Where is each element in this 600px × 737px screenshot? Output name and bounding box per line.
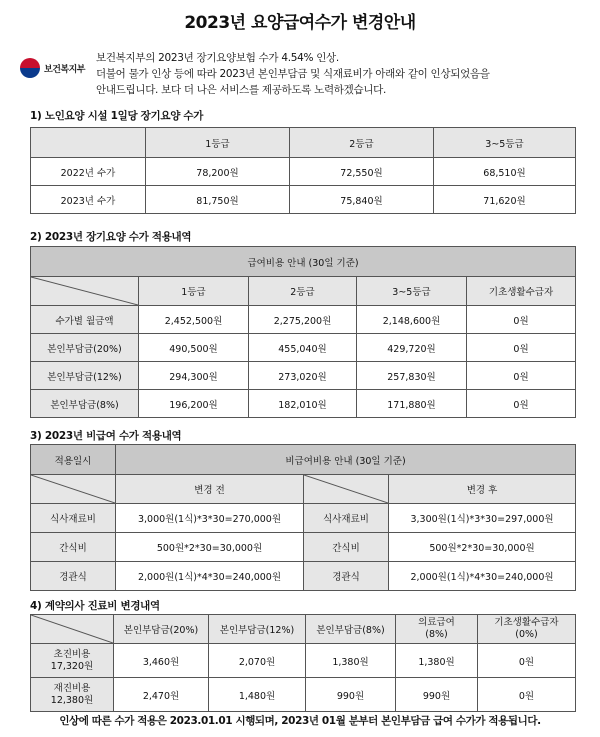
column-header: 본인부담금(12%): [209, 615, 306, 644]
table-cell: 990원: [306, 678, 396, 712]
column-header: 1등급: [139, 277, 249, 306]
row-label: 식사재료비: [31, 504, 116, 533]
section3-table: [30, 444, 576, 591]
table-cell: 0원: [467, 390, 576, 418]
row-label: 경관식: [304, 562, 389, 591]
table-row: [31, 158, 576, 186]
table-cell: 0원: [467, 362, 576, 390]
row-label: 2023년 수가: [31, 186, 146, 214]
table-cell: 990원: [396, 678, 478, 712]
intro-line: 보건복지부의 2023년 장기요양보험 수가 4.54% 인상.: [96, 52, 339, 64]
table-cell: 2,070원: [209, 644, 306, 678]
table-row: [31, 533, 576, 562]
table-cell: 2,000원(1식)*4*30=240,000원: [116, 562, 304, 591]
table-cell: 1,480원: [209, 678, 306, 712]
table-cell: 3,000원(1식)*3*30=270,000원: [116, 504, 304, 533]
intro-line: 더불어 물가 인상 등에 따라 2023년 본인부담금 및 식재료비가 아래와 같이 인상되었음을: [96, 68, 490, 80]
table-cell: 0원: [467, 306, 576, 334]
footer-notice: 인상에 따른 수가 적용은 2023.01.01 시행되며, 2023년 01월 분부터 본인부담금 급여 수가가 적용됩니다.: [59, 715, 541, 727]
table-cell: 257,830원: [357, 362, 467, 390]
table-row: [31, 562, 576, 591]
section3-heading: 3) 2023년 비급여 수가 적용내역: [30, 430, 182, 442]
taegeuk-logo-icon: [20, 58, 40, 78]
corner-label: 적용일시: [31, 445, 116, 475]
header-line: 의료급여: [418, 617, 455, 628]
column-header: 3~5등급: [357, 277, 467, 306]
diagonal-corner-cell: [31, 277, 139, 306]
table-cell: 2,148,600원: [357, 306, 467, 334]
table-cell: 1,380원: [306, 644, 396, 678]
table-cell: 2,452,500원: [139, 306, 249, 334]
table-cell: 500원*2*30=30,000원: [116, 533, 304, 562]
intro-paragraph: [96, 50, 596, 98]
ministry-logo: [20, 56, 98, 82]
table-row: [31, 504, 576, 533]
table-row: [31, 678, 576, 712]
table-cell: 294,300원: [139, 362, 249, 390]
table-cell: 72,550원: [290, 158, 434, 186]
section2-heading: 2) 2023년 장기요양 수가 적용내역: [30, 231, 192, 243]
table-row: [31, 644, 576, 678]
header-line: (0%): [515, 629, 538, 640]
column-header: 2등급: [249, 277, 357, 306]
column-header: [396, 615, 478, 644]
row-label-line: 재진비용: [53, 682, 91, 694]
table-row: [31, 306, 576, 334]
row-label: 2022년 수가: [31, 158, 146, 186]
column-header: 본인부담금(20%): [114, 615, 209, 644]
intro-line: 안내드립니다. 보다 더 나은 서비스를 제공하도록 노력하겠습니다.: [96, 84, 387, 96]
table-cell: 2,000원(1식)*4*30=240,000원: [389, 562, 576, 591]
table-cell: 1,380원: [396, 644, 478, 678]
table-banner: 비급여비용 안내 (30일 기준): [116, 445, 576, 475]
table-cell: 68,510원: [434, 158, 576, 186]
header-line: 기초생활수급자: [494, 617, 559, 628]
row-label: 간식비: [31, 533, 116, 562]
table-cell: 490,500원: [139, 334, 249, 362]
table-row: [31, 186, 576, 214]
table-cell: 71,620원: [434, 186, 576, 214]
table-cell: 81,750원: [146, 186, 290, 214]
header-line: (8%): [425, 629, 448, 640]
table-cell: 3,460원: [114, 644, 209, 678]
logo-text: 보건복지부: [44, 65, 85, 75]
table-cell: 500원*2*30=30,000원: [389, 533, 576, 562]
table-cell: 0원: [478, 644, 576, 678]
table-row: [31, 362, 576, 390]
diagonal-corner-cell: [31, 615, 114, 644]
row-label-line: 초진비용: [53, 648, 91, 660]
row-label: 본인부담금(8%): [31, 390, 139, 418]
row-label: [31, 678, 114, 712]
table-cell: 2,470원: [114, 678, 209, 712]
column-header-before: 변경 전: [116, 475, 304, 504]
table-cell: 429,720원: [357, 334, 467, 362]
section2-table: [30, 246, 576, 418]
row-label: 간식비: [304, 533, 389, 562]
row-label: 식사재료비: [304, 504, 389, 533]
column-header: [478, 615, 576, 644]
section1-table: [30, 127, 576, 214]
table-row: [31, 334, 576, 362]
column-header: 본인부담금(8%): [306, 615, 396, 644]
diagonal-corner-cell: [31, 475, 116, 504]
column-header: 기초생활수급자: [467, 277, 576, 306]
section4-heading: 4) 계약의사 진료비 변경내역: [30, 600, 160, 612]
table-cell: 182,010원: [249, 390, 357, 418]
corner-cell: [31, 128, 146, 158]
page-title: 2023년 요양급여수가 변경안내: [184, 13, 416, 33]
diagonal-corner-cell: [304, 475, 389, 504]
column-header: 3~5등급: [434, 128, 576, 158]
table-cell: 455,040원: [249, 334, 357, 362]
row-label: [31, 644, 114, 678]
table-cell: 3,300원(1식)*3*30=297,000원: [389, 504, 576, 533]
column-header: 1등급: [146, 128, 290, 158]
table-cell: 78,200원: [146, 158, 290, 186]
row-label: 본인부담금(20%): [31, 334, 139, 362]
row-label: 수가별 월금액: [31, 306, 139, 334]
table-cell: 0원: [467, 334, 576, 362]
table-row: [31, 390, 576, 418]
column-header: 2등급: [290, 128, 434, 158]
section1-heading: 1) 노인요양 시설 1일당 장기요양 수가: [30, 110, 204, 122]
row-label: 본인부담금(12%): [31, 362, 139, 390]
row-label-line: 12,380원: [50, 694, 94, 706]
table-cell: 273,020원: [249, 362, 357, 390]
table-banner: 급여비용 안내 (30일 기준): [31, 247, 576, 277]
table-cell: 171,880원: [357, 390, 467, 418]
table-cell: 196,200원: [139, 390, 249, 418]
section4-table: [30, 614, 576, 712]
row-label: 경관식: [31, 562, 116, 591]
table-cell: 0원: [478, 678, 576, 712]
table-cell: 2,275,200원: [249, 306, 357, 334]
column-header-after: 변경 후: [389, 475, 576, 504]
row-label-line: 17,320원: [50, 660, 94, 672]
table-cell: 75,840원: [290, 186, 434, 214]
